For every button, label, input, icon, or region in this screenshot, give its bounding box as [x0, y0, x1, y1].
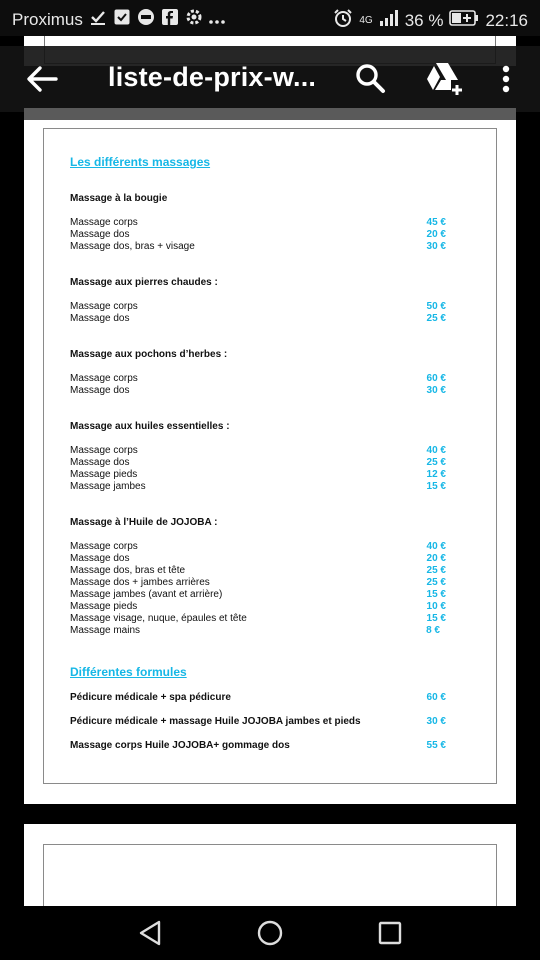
battery-charging-icon	[449, 10, 479, 31]
price-row	[70, 625, 446, 637]
price-row	[70, 385, 446, 397]
more-notifications-icon	[209, 10, 225, 30]
item-price: 15 €	[426, 481, 446, 492]
checkbox-icon	[113, 8, 131, 31]
next-pdf-page[interactable]	[24, 824, 516, 914]
facebook-icon	[161, 8, 179, 31]
page-frame	[43, 128, 497, 784]
price-list	[44, 129, 496, 783]
status-right	[333, 8, 528, 33]
item-price: 30 €	[426, 241, 446, 252]
group-title: Massage aux pochons d’herbes :	[70, 349, 228, 360]
item-price: 15 €	[426, 613, 446, 624]
recents-square-icon	[373, 918, 407, 948]
nav-recents-button[interactable]	[373, 918, 407, 948]
price-row	[70, 373, 446, 385]
price-row	[70, 217, 446, 229]
item-price: 30 €	[426, 385, 446, 396]
formula-row	[70, 740, 446, 752]
item-label: Massage dos	[70, 385, 130, 396]
item-price: 25 €	[426, 457, 446, 468]
more-options-button[interactable]	[496, 62, 516, 96]
item-label: Massage dos, bras + visage	[70, 241, 195, 252]
item-label: Massage mains	[70, 625, 141, 636]
add-to-drive-button[interactable]	[424, 60, 464, 98]
price-row	[70, 541, 446, 553]
item-label: Massage visage, nuque, épaules et tête	[70, 613, 247, 624]
price-row	[70, 229, 446, 241]
section-title-massages: Les différents massages	[70, 155, 211, 169]
item-price: 25 €	[426, 577, 446, 588]
item-price: 15 €	[426, 589, 446, 600]
battery-percent: 36 %	[404, 10, 444, 30]
item-label: Massage dos	[70, 553, 130, 564]
group-title: Massage à la bougie	[70, 193, 168, 204]
item-price: 12 €	[426, 469, 446, 480]
more-vert-icon	[496, 62, 516, 96]
network-type: 4G	[359, 15, 373, 26]
item-label: Massage pieds	[70, 601, 138, 612]
app-toolbar	[0, 46, 540, 112]
price-row	[70, 241, 446, 253]
formula-row	[70, 716, 446, 728]
formula-label: Massage corps Huile JOJOBA+ gommage dos	[70, 740, 290, 751]
price-row	[70, 577, 446, 589]
item-label: Massage jambes (avant et arrière)	[70, 589, 223, 600]
item-price: 60 €	[426, 373, 446, 384]
item-label: Massage corps	[70, 445, 138, 456]
nav-home-button[interactable]	[253, 918, 287, 948]
price-row	[70, 481, 446, 493]
item-label: Massage dos	[70, 229, 130, 240]
navigation-bar	[0, 906, 540, 960]
item-price: 25 €	[426, 313, 446, 324]
item-price: 25 €	[426, 565, 446, 576]
price-row	[70, 613, 446, 625]
formula-price: 30 €	[426, 716, 446, 727]
formula-row	[70, 692, 446, 704]
signal-icon	[379, 9, 399, 32]
search-button[interactable]	[354, 62, 388, 96]
item-label: Massage jambes	[70, 481, 146, 492]
item-price: 20 €	[426, 553, 446, 564]
formula-price: 60 €	[426, 692, 446, 703]
price-row	[70, 301, 446, 313]
item-label: Massage corps	[70, 217, 138, 228]
item-label: Massage corps	[70, 301, 138, 312]
formula-label: Pédicure médicale + massage Huile JOJOBA jambes et pieds	[70, 716, 361, 727]
group-title: Massage à l’Huile de JOJOBA :	[70, 517, 218, 528]
status-left	[12, 8, 225, 31]
alarm-icon	[333, 8, 353, 33]
formula-price: 55 €	[426, 740, 446, 751]
item-label: Massage corps	[70, 373, 138, 384]
group-title: Massage aux huiles essentielles :	[70, 421, 230, 432]
gear-badge-icon	[185, 8, 203, 31]
item-label: Massage corps	[70, 541, 138, 552]
item-label: Massage pieds	[70, 469, 138, 480]
price-row	[70, 565, 446, 577]
status-bar	[0, 0, 540, 36]
app-badge-icon	[137, 8, 155, 31]
carrier-name: Proximus	[12, 9, 83, 29]
download-done-icon	[89, 8, 107, 31]
price-row	[70, 445, 446, 457]
item-label: Massage dos	[70, 457, 130, 468]
drive-add-icon	[424, 60, 464, 98]
clock: 22:16	[485, 10, 528, 30]
price-row	[70, 601, 446, 613]
item-label: Massage dos + jambes arrières	[70, 577, 210, 588]
item-price: 40 €	[426, 445, 446, 456]
item-price: 50 €	[426, 301, 446, 312]
price-row	[70, 313, 446, 325]
home-circle-icon	[253, 918, 287, 948]
section-title-formulas: Différentes formules	[70, 665, 187, 679]
price-row	[70, 469, 446, 481]
group-title: Massage aux pierres chaudes :	[70, 277, 218, 288]
back-button[interactable]	[22, 62, 62, 96]
item-price: 10 €	[426, 601, 446, 612]
price-row	[70, 589, 446, 601]
item-price: 8 €	[426, 625, 440, 636]
item-price: 45 €	[426, 217, 446, 228]
pdf-page[interactable]	[24, 120, 516, 804]
item-label: Massage dos	[70, 313, 130, 324]
document-title: liste-de-prix-w...	[108, 62, 317, 92]
item-price: 40 €	[426, 541, 446, 552]
item-label: Massage dos, bras et tête	[70, 565, 186, 576]
search-icon	[354, 62, 388, 96]
back-triangle-icon	[134, 918, 168, 948]
item-price: 20 €	[426, 229, 446, 240]
formula-label: Pédicure médicale + spa pédicure	[70, 692, 231, 703]
nav-back-button[interactable]	[134, 918, 168, 948]
price-row	[70, 457, 446, 469]
back-arrow-icon	[22, 62, 62, 96]
price-row	[70, 553, 446, 565]
page-gap-strip	[24, 108, 516, 120]
